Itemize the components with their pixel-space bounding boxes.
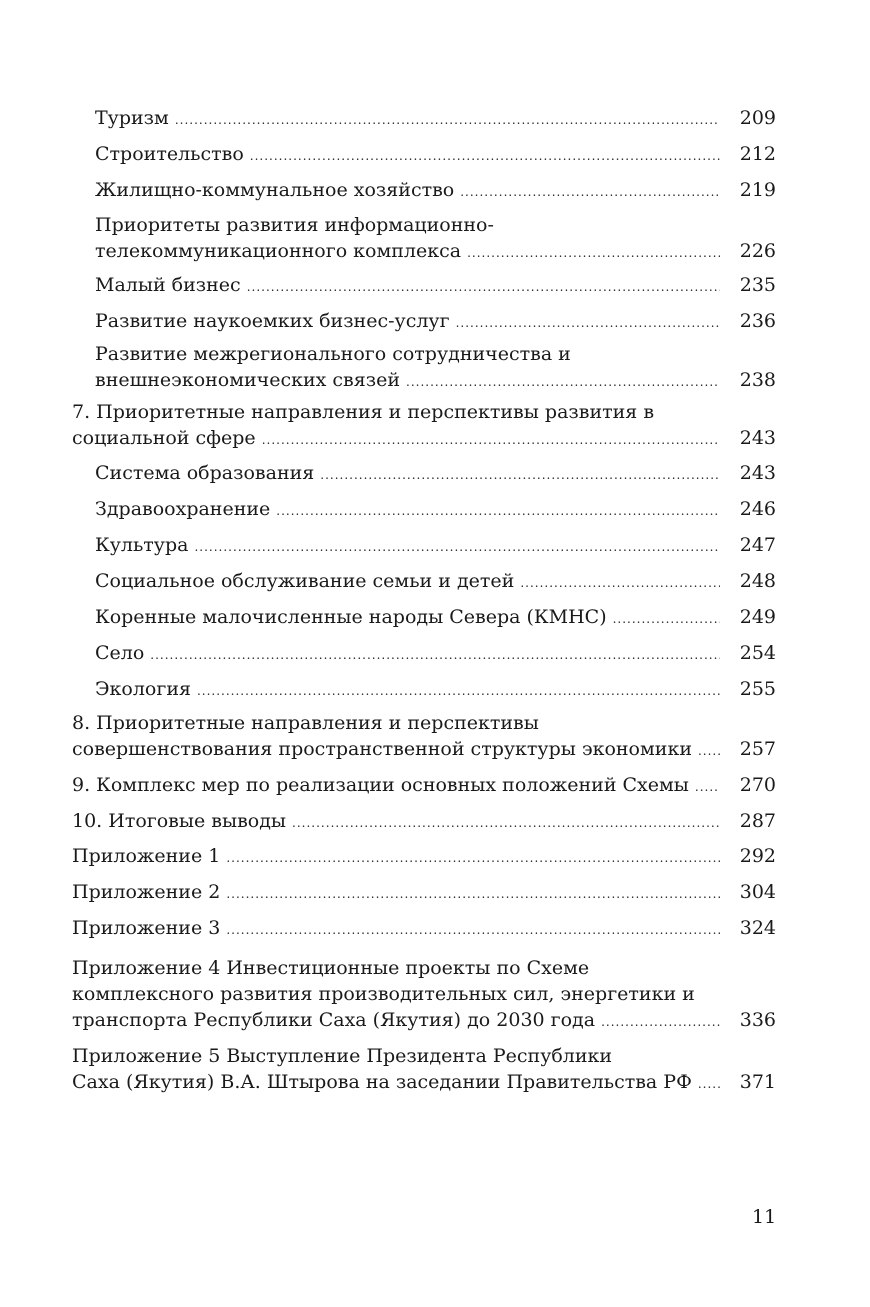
toc-page-number: 238 xyxy=(739,369,776,391)
dot-leader xyxy=(406,369,720,395)
dot-leader xyxy=(520,570,720,596)
toc-page-number: 212 xyxy=(739,143,776,165)
toc-entry-title: Социальное обслуживание семьи и детей xyxy=(95,570,515,592)
dot-leader xyxy=(601,1009,720,1035)
toc-line xyxy=(95,272,776,300)
toc-entry-title: Приложение 1 xyxy=(72,845,221,867)
toc-entry xyxy=(72,772,776,800)
toc-entry-title: Приложение 4 Инвестиционные проекты по Схеме xyxy=(72,957,590,979)
dot-leader xyxy=(467,240,720,266)
dot-leader xyxy=(695,774,720,800)
toc-line xyxy=(95,676,776,704)
toc-entry xyxy=(72,843,776,871)
toc-page-number: 248 xyxy=(739,570,776,592)
toc-entry xyxy=(72,915,776,943)
toc-entry-title: комплексного развития производительных сил, энергетики и xyxy=(72,983,695,1005)
toc-page-number: 226 xyxy=(739,240,776,262)
toc-page-number: 304 xyxy=(739,881,776,903)
toc-line xyxy=(72,981,776,1007)
toc-entry xyxy=(95,105,776,133)
toc-line xyxy=(95,532,776,560)
toc-page-number: 336 xyxy=(739,1009,776,1031)
toc-entry-title: Саха (Якутия) В.А. Штырова на заседании Правительства РФ xyxy=(72,1071,692,1093)
toc-page-number: 235 xyxy=(739,274,776,296)
toc-entry-title: Строительство xyxy=(95,143,244,165)
toc-entry-title: 9. Комплекс мер по реализации основных положений Схемы xyxy=(72,774,689,796)
dot-leader xyxy=(276,498,720,524)
toc-entry-title: Село xyxy=(95,642,145,664)
dot-leader xyxy=(226,917,720,943)
dot-leader xyxy=(460,179,720,205)
toc-line xyxy=(95,177,776,205)
toc-entry-title: Малый бизнес xyxy=(95,274,241,296)
toc-entry-title: Жилищно-коммунальное хозяйство xyxy=(95,179,455,201)
toc-page-number: 246 xyxy=(739,498,776,520)
toc-line xyxy=(95,604,776,632)
toc-line xyxy=(72,425,776,453)
toc-page-number: 219 xyxy=(739,179,776,201)
toc-entry-title: Коренные малочисленные народы Севера (КМНС) xyxy=(95,606,607,628)
toc-entry-title: 10. Итоговые выводы xyxy=(72,810,287,832)
toc-entry xyxy=(95,212,776,266)
toc-line xyxy=(95,568,776,596)
toc-line xyxy=(72,915,776,943)
toc-entry xyxy=(72,955,776,1035)
toc-line xyxy=(95,238,776,266)
dot-leader xyxy=(613,606,720,632)
dot-leader xyxy=(194,534,720,560)
toc-entry xyxy=(95,532,776,560)
toc-entry xyxy=(95,676,776,704)
toc-entry-title: Здравоохранение xyxy=(95,498,271,520)
toc-entry-title: Система образования xyxy=(95,462,315,484)
toc-entry-title: Культура xyxy=(95,534,189,556)
toc-entry-title: Развитие наукоемких бизнес-услуг xyxy=(95,310,450,332)
toc-page-number: 209 xyxy=(739,107,776,129)
toc-line xyxy=(95,496,776,524)
toc-entry-title: Приложение 5 Выступление Президента Республики xyxy=(72,1045,613,1067)
toc-page-number: 243 xyxy=(739,427,776,449)
toc-entry xyxy=(95,640,776,668)
dot-leader xyxy=(698,1071,720,1097)
toc-entry-title: 7. Приоритетные направления и перспективы развития в xyxy=(72,401,655,423)
toc-page-number: 247 xyxy=(739,534,776,556)
toc-entry-title: Развитие межрегионального сотрудничества и xyxy=(95,343,571,365)
dot-leader xyxy=(197,678,720,704)
toc-entry xyxy=(72,399,776,453)
dot-leader xyxy=(320,462,720,488)
toc-page-number: 249 xyxy=(739,606,776,628)
toc-entry-title: совершенствования пространственной структуры экономики xyxy=(72,738,692,760)
toc-line xyxy=(72,879,776,907)
toc-line xyxy=(95,105,776,133)
toc-entry-title: социальной сфере xyxy=(72,427,256,449)
toc-line xyxy=(95,212,776,238)
toc-entry-title: транспорта Республики Саха (Якутия) до 2030 года xyxy=(72,1009,596,1031)
toc-entry-title: Туризм xyxy=(95,107,169,129)
page-number: 11 xyxy=(752,1206,777,1228)
dot-leader xyxy=(456,310,720,336)
dot-leader xyxy=(247,274,720,300)
toc-entry-title: телекоммуникационного комплекса xyxy=(95,240,462,262)
toc-line xyxy=(95,341,776,367)
toc-line xyxy=(72,808,776,836)
toc-entry xyxy=(72,879,776,907)
toc-entry xyxy=(95,308,776,336)
toc-entry-title: внешнеэкономических связей xyxy=(95,369,401,391)
toc-page-number: 292 xyxy=(739,845,776,867)
toc-entry xyxy=(95,496,776,524)
toc-entry xyxy=(95,341,776,395)
toc-entry xyxy=(95,568,776,596)
dot-leader xyxy=(226,845,720,871)
toc-page-number: 371 xyxy=(739,1071,776,1093)
dot-leader xyxy=(226,881,720,907)
toc-entry xyxy=(95,141,776,169)
toc-entry xyxy=(72,1043,776,1097)
toc-line xyxy=(72,710,776,736)
toc-line xyxy=(72,843,776,871)
toc-page-number: 287 xyxy=(739,810,776,832)
toc-page-number: 255 xyxy=(739,678,776,700)
toc-page-number: 236 xyxy=(739,310,776,332)
toc-page-number: 254 xyxy=(739,642,776,664)
toc-entry xyxy=(72,808,776,836)
toc-line xyxy=(72,399,776,425)
toc-line xyxy=(95,640,776,668)
toc-line xyxy=(95,367,776,395)
toc-line xyxy=(72,772,776,800)
toc-line xyxy=(95,141,776,169)
toc-line xyxy=(72,736,776,764)
toc-entry-title: 8. Приоритетные направления и перспективы xyxy=(72,712,539,734)
toc-entry xyxy=(95,177,776,205)
dot-leader xyxy=(175,107,720,133)
toc-line xyxy=(72,1043,776,1069)
toc-line xyxy=(72,1069,776,1097)
toc-line xyxy=(95,308,776,336)
dot-leader xyxy=(698,738,720,764)
toc-entry xyxy=(95,272,776,300)
dot-leader xyxy=(262,427,720,453)
toc-page-number: 324 xyxy=(739,917,776,939)
toc-line xyxy=(95,460,776,488)
toc-entry xyxy=(95,460,776,488)
toc-entry-title: Приоритеты развития информационно- xyxy=(95,214,494,236)
toc-entry-title: Приложение 2 xyxy=(72,881,221,903)
toc-page-number: 257 xyxy=(739,738,776,760)
toc-page-number: 243 xyxy=(739,462,776,484)
dot-leader xyxy=(150,642,720,668)
toc-entry xyxy=(95,604,776,632)
dot-leader xyxy=(292,810,720,836)
toc-line xyxy=(72,955,776,981)
dot-leader xyxy=(250,143,720,169)
toc-entry-title: Экология xyxy=(95,678,191,700)
toc-page-number: 270 xyxy=(739,774,776,796)
toc-entry xyxy=(72,710,776,764)
toc-line xyxy=(72,1007,776,1035)
toc-entry-title: Приложение 3 xyxy=(72,917,221,939)
